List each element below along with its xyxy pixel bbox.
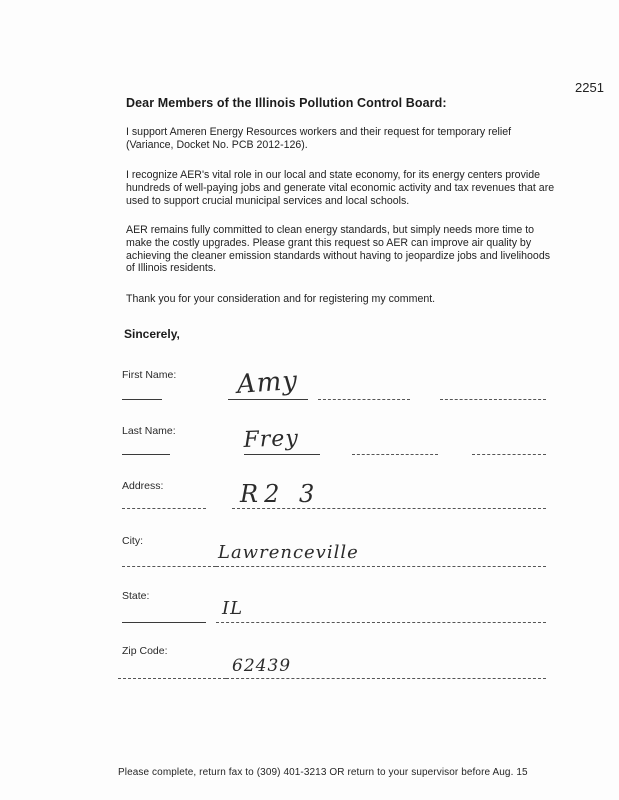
page-number: 2251: [575, 80, 604, 95]
first-name-underline-4: [440, 399, 546, 400]
last-name-underline-3: [352, 454, 438, 455]
address-handwritten: R2 3: [240, 480, 321, 508]
paragraph-thanks: Thank you for your consideration and for registering my comment.: [126, 293, 436, 305]
city-underline-2: [216, 566, 546, 567]
state-underline-1: [122, 622, 206, 623]
last-name-underline-4: [472, 454, 546, 455]
last-name-handwritten: Frey: [243, 426, 300, 453]
city-underline-1: [122, 566, 216, 567]
state-handwritten: IL: [222, 598, 244, 619]
paragraph-support: I support Ameren Energy Resources workers and their request for temporary relief (Variance, Docket No. PCB 2012-126).: [126, 126, 512, 151]
first-name-underline-3: [318, 399, 410, 400]
zip-code-underline-2: [226, 678, 546, 679]
state-label: State:: [122, 590, 150, 602]
return-instructions-footer: Please complete, return fax to (309) 401-3213 OR return to your supervisor before Aug. 15: [118, 767, 528, 778]
zip-code-label: Zip Code:: [122, 645, 168, 657]
zip-code-handwritten: 62439: [232, 656, 292, 676]
first-name-underline-1: [122, 399, 162, 400]
letter-closing: Sincerely,: [124, 327, 180, 341]
first-name-label: First Name:: [122, 369, 177, 381]
letter-salutation: Dear Members of the Illinois Pollution Control Board:: [126, 96, 447, 110]
address-label: Address:: [122, 480, 164, 492]
last-name-underline-2: [244, 454, 320, 455]
address-underline-1: [122, 508, 206, 509]
city-handwritten: Lawrenceville: [218, 542, 359, 563]
paragraph-economy: I recognize AER's vital role in our local and state economy, for its energy centers provide hundreds of well-paying jobs and generate vital economic activity and tax revenues that are used to support crucial municipal services and local schools.: [126, 169, 555, 207]
city-label: City:: [122, 535, 143, 547]
last-name-underline-1: [122, 454, 170, 455]
address-underline-2: [232, 508, 546, 509]
last-name-label: Last Name:: [122, 425, 176, 437]
paragraph-clean-energy: AER remains fully committed to clean energy standards, but simply needs more time to make the costly upgrades. Please grant this request so AER can improve air quality by achieving the cleaner emission standards without having to jeopardize jobs and livelihoods of Illinois residents.: [126, 224, 551, 275]
first-name-handwritten: Amy: [235, 365, 299, 400]
state-underline-2: [216, 622, 546, 623]
zip-code-underline-1: [118, 678, 226, 679]
